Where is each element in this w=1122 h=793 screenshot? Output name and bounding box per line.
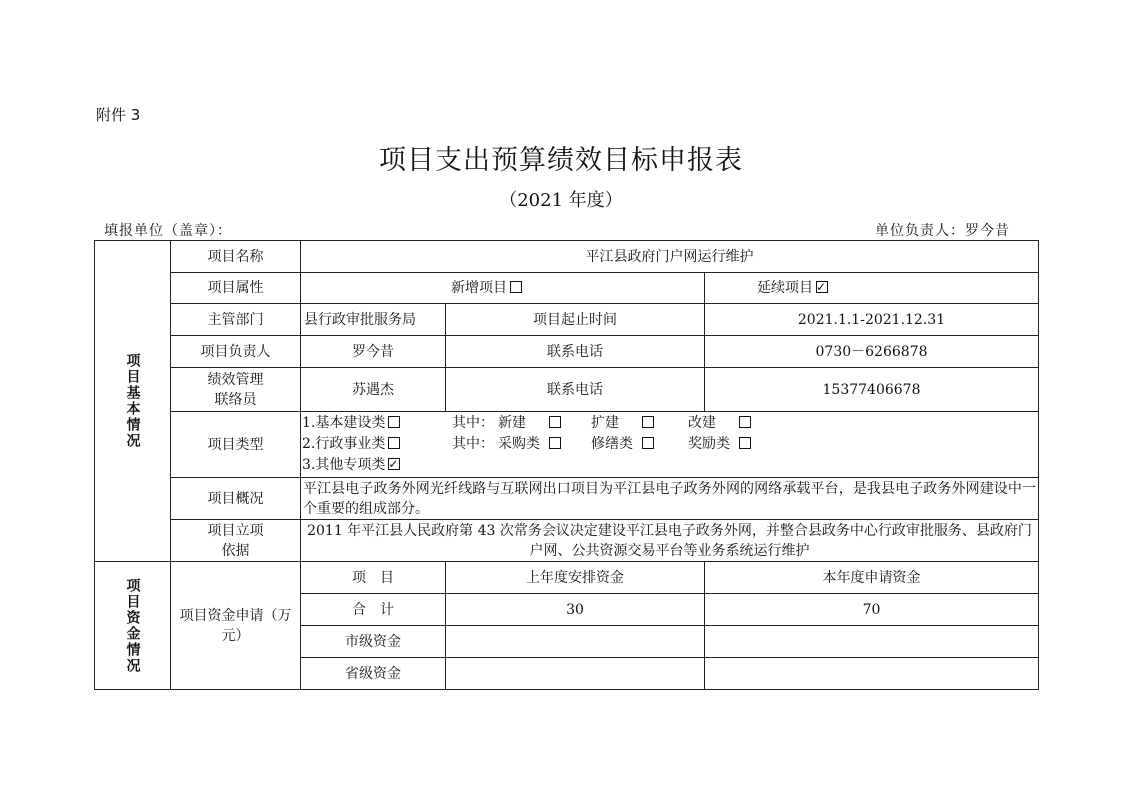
time-value: 2021.1.1-2021.12.31 <box>705 304 1039 336</box>
funds-row-last-year <box>446 626 705 658</box>
dept-value: 县行政审批服务局 <box>301 304 446 336</box>
funds-row-this-year <box>705 658 1039 690</box>
type-basic-checkbox[interactable] <box>388 416 400 428</box>
type-other-checkbox[interactable] <box>388 458 400 470</box>
funds-row-this-year <box>705 626 1039 658</box>
row-basis <box>95 520 1039 562</box>
basis-label <box>171 520 301 562</box>
type-rebuild-checkbox[interactable] <box>739 416 751 428</box>
attr-continue-cell <box>705 273 1039 304</box>
type-repair-checkbox[interactable] <box>642 437 654 449</box>
basis-text: 2011 年平江县人民政府第 43 次常务会议决定建设平江县电子政务外网，并整合县政务中心行政审批服务、县政府门户网、公共资源交易平台等业务系统运行维护 <box>301 520 1039 562</box>
type-rebuild: 改建 <box>688 415 716 431</box>
type-basic-sub-label: 其中： <box>452 415 494 431</box>
type-expand-checkbox[interactable] <box>642 416 654 428</box>
type-admin-sub-label: 其中： <box>452 436 494 452</box>
liaison-label <box>171 368 301 412</box>
attr-new-cell <box>301 273 705 304</box>
type-other: 3.其他专项类 <box>302 457 386 473</box>
dept-label: 主管部门 <box>171 304 301 336</box>
row-funds-header <box>95 562 1039 594</box>
funds-header-item: 项 目 <box>301 562 446 594</box>
row-overview <box>95 478 1039 520</box>
unit-head-label: 单位负责人：罗今昔 <box>875 223 1010 239</box>
time-label: 项目起止时间 <box>446 304 705 336</box>
owner-phone: 0730－6266878 <box>705 336 1039 368</box>
type-line-3 <box>302 455 1036 476</box>
project-name-label: 项目名称 <box>171 241 301 273</box>
project-type-label: 项目类型 <box>171 412 301 478</box>
liaison-label-line1: 绩效管理 <box>207 371 264 388</box>
type-new-build-checkbox[interactable] <box>549 416 561 428</box>
liaison-label-line2: 联络员 <box>214 391 257 408</box>
attr-continue-label: 延续项目 <box>757 280 813 296</box>
project-attr-label: 项目属性 <box>171 273 301 304</box>
attr-new-checkbox[interactable] <box>510 281 522 293</box>
funds-row-name: 市级资金 <box>301 626 446 658</box>
page-title: 项目支出预算绩效目标申报表 <box>379 145 743 176</box>
funds-row-this-year: 70 <box>705 594 1039 626</box>
type-basic: 1.基本建设类 <box>302 413 412 434</box>
type-new-build: 新建 <box>498 415 526 431</box>
overview-text: 平江县电子政务外网光纤线路与互联网出口项目为平江县电子政务外网的网络承载平台，是我县电子政务外网建设中一个重要的组成部分。 <box>301 478 1039 520</box>
type-expand: 扩建 <box>591 415 619 431</box>
liaison-name: 苏遇杰 <box>301 368 446 412</box>
row-project-name <box>95 241 1039 273</box>
funds-row-name: 合 计 <box>301 594 446 626</box>
funds-row-last-year: 30 <box>446 594 705 626</box>
attr-new-label: 新增项目 <box>451 280 507 296</box>
funds-row-last-year <box>446 658 705 690</box>
type-purchase: 采购类 <box>498 436 540 452</box>
liaison-phone-label: 联系电话 <box>446 368 705 412</box>
project-name-value: 平江县政府门户网运行维护 <box>301 241 1039 273</box>
attachment-label: 附件 3 <box>96 106 141 124</box>
row-owner <box>95 336 1039 368</box>
row-project-type <box>95 412 1039 478</box>
type-reward-checkbox[interactable] <box>739 437 751 449</box>
basis-label-line1: 项目立项 <box>207 522 264 539</box>
type-line-1 <box>302 413 1036 434</box>
row-liaison <box>95 368 1039 412</box>
funds-section-label: 项目资金情况 <box>95 562 171 690</box>
basic-section-label: 项目基本情况 <box>95 241 171 562</box>
type-line-2 <box>302 434 1036 455</box>
liaison-phone: 15377406678 <box>705 368 1039 412</box>
type-admin-checkbox[interactable] <box>388 437 400 449</box>
owner-name: 罗今昔 <box>301 336 446 368</box>
funds-row-name: 省级资金 <box>301 658 446 690</box>
funds-header-this-year: 本年度申请资金 <box>705 562 1039 594</box>
type-purchase-checkbox[interactable] <box>549 437 561 449</box>
owner-label: 项目负责人 <box>171 336 301 368</box>
type-reward: 奖励类 <box>688 436 730 452</box>
funds-header-last-year: 上年度安排资金 <box>446 562 705 594</box>
funds-apply-label: 项目资金申请（万元） <box>171 562 301 690</box>
year-label: （2021 年度） <box>499 190 623 211</box>
project-type-options <box>301 412 1039 478</box>
owner-phone-label: 联系电话 <box>446 336 705 368</box>
row-project-attr <box>95 273 1039 304</box>
attr-continue-checkbox[interactable] <box>816 281 828 293</box>
basis-label-line2: 依据 <box>221 542 250 559</box>
row-dept <box>95 304 1039 336</box>
type-repair: 修缮类 <box>591 436 633 452</box>
overview-label: 项目概况 <box>171 478 301 520</box>
performance-form-table <box>94 240 1039 690</box>
fill-unit-label: 填报单位（盖章）： <box>104 223 232 239</box>
type-admin: 2.行政事业类 <box>302 434 412 455</box>
